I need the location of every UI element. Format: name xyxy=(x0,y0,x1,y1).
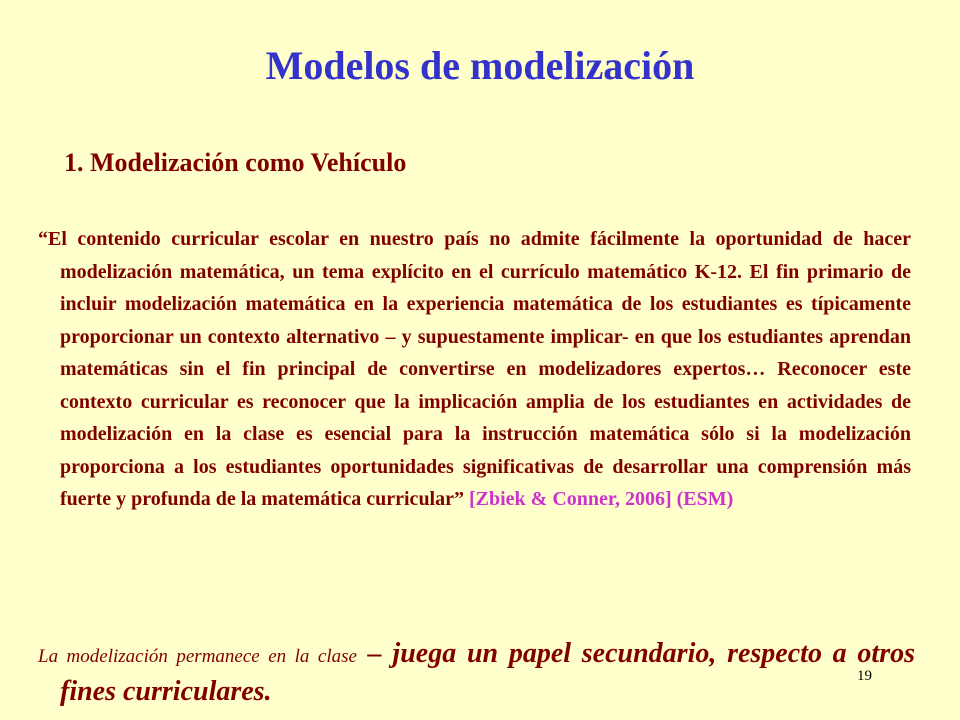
quote-text: El contenido curricular escolar en nuestro país no admite fácilmente la oportunidad de hacer modelización matemática, un tema explícito en el currículo matemático K-12. El fin primario de incluir modelización matemática en la experiencia matemática de los estudiantes es típicamente proporcionar un contexto alternativo – y supuestamente implicar- en que los estudiantes aprendan matemáticas sin el fin principal de convertirse en modelizadores expertos… Reconocer este contexto curricular es reconocer que la implicación amplia de los estudiantes en actividades de modelización en la clase es esencial para la instrucción matemática sólo si la modelización proporciona a los estudiantes oportunidades significativas de desarrollar una comprensión más fuerte y profunda de la matemática curricular xyxy=(48,228,911,510)
closing-part-2: – juega un papel secundario, respecto a otros fines curriculares. xyxy=(60,638,915,707)
quote-citation: [Zbiek & Conner, 2006] (ESM) xyxy=(469,488,734,510)
page-number: 19 xyxy=(857,668,872,684)
closing-statement xyxy=(38,635,915,711)
quote-open-mark: “ xyxy=(38,228,48,250)
section-heading: 1. Modelización como Vehículo xyxy=(64,148,407,177)
quote-close-mark: ” xyxy=(454,488,464,510)
slide-title: Modelos de modelización xyxy=(265,43,695,88)
closing-part-1: La modelización permanece en la clase xyxy=(38,646,357,667)
quote-paragraph xyxy=(38,223,911,516)
